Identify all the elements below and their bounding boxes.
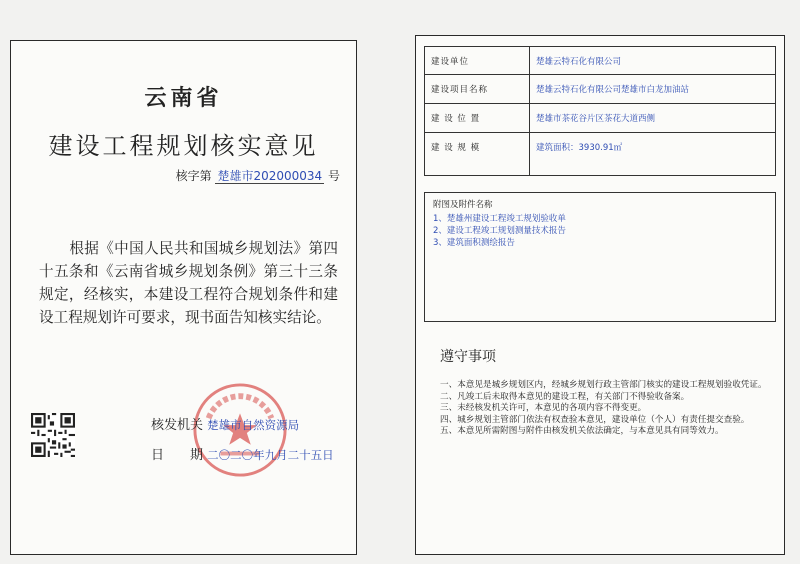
row-value: 楚雄云特石化有限公司	[530, 47, 776, 75]
table-row	[425, 104, 776, 133]
project-info-table	[424, 46, 776, 176]
row-value: 建筑面积：3930.91㎡	[530, 133, 776, 176]
attachments-header: 附图及附件名称	[433, 200, 493, 210]
body-paragraph	[39, 237, 338, 329]
list-item: 五、本意见所需附图与附件由核发机关依法确定，与本意见具有同等效力。	[440, 426, 724, 437]
list-item: 三、未经核发机关许可，本意见的各项内容不得变更。	[440, 403, 647, 414]
attachment-item: 1、楚雄州建设工程竣工规划验收单	[433, 214, 566, 224]
qr-code-icon	[31, 413, 75, 457]
issuer-value: 楚雄市自然资源局	[207, 418, 300, 432]
left-page	[10, 40, 357, 555]
issuer-row	[151, 414, 299, 433]
body-text: 根据《中国人民共和国城乡规划法》第四十五条和《云南省城乡规划条例》第三十三条规定，经核实，本建设工程符合规划条件和建设工程规划许可要求，现书面告知核实结论。	[39, 240, 338, 326]
row-label: 建 设 位 置	[425, 104, 530, 133]
row-label: 建设项目名称	[425, 75, 530, 104]
docno-prefix: 核字第	[175, 169, 212, 183]
docno-value: 楚雄市202000034	[217, 169, 323, 183]
notice-list	[440, 380, 768, 438]
table-row	[425, 47, 776, 75]
date-value: 二〇二〇年九月二十五日	[207, 448, 334, 462]
table-row	[425, 75, 776, 104]
document-title: 建设工程规划核实意见	[48, 132, 319, 160]
attachment-item: 3、建筑面积测绘报告	[433, 238, 515, 248]
province-title: 云南省	[144, 85, 223, 111]
list-item: 四、城乡规划主管部门依法有权查验本意见，建设单位（个人）有责任提交查验。	[440, 414, 750, 425]
row-value: 楚雄市茶花谷片区茶花大道西侧	[530, 104, 776, 133]
list-item: 一、本意见是城乡规划区内，经城乡规划行政主管部门核实的建设工程规划验收凭证。	[440, 380, 767, 390]
document-number	[176, 167, 340, 184]
table-row	[425, 133, 776, 176]
right-page	[415, 35, 785, 555]
issuer-label: 核发机关	[151, 418, 204, 433]
notice-title: 遵守事项	[440, 349, 496, 365]
date-row	[151, 444, 334, 463]
attachments-box	[424, 192, 776, 322]
row-label: 建 设 规 模	[425, 133, 530, 176]
list-item: 二、凡竣工后未取得本意见的建设工程，有关部门不得验收备案。	[440, 391, 690, 402]
row-label: 建设单位	[425, 47, 530, 75]
docno-suffix: 号	[327, 169, 340, 183]
row-value: 楚雄云特石化有限公司楚雄市白龙加油站	[530, 75, 776, 104]
date-label: 日 期	[151, 448, 204, 463]
attachment-item: 2、建设工程竣工规划测量技术报告	[433, 226, 566, 236]
